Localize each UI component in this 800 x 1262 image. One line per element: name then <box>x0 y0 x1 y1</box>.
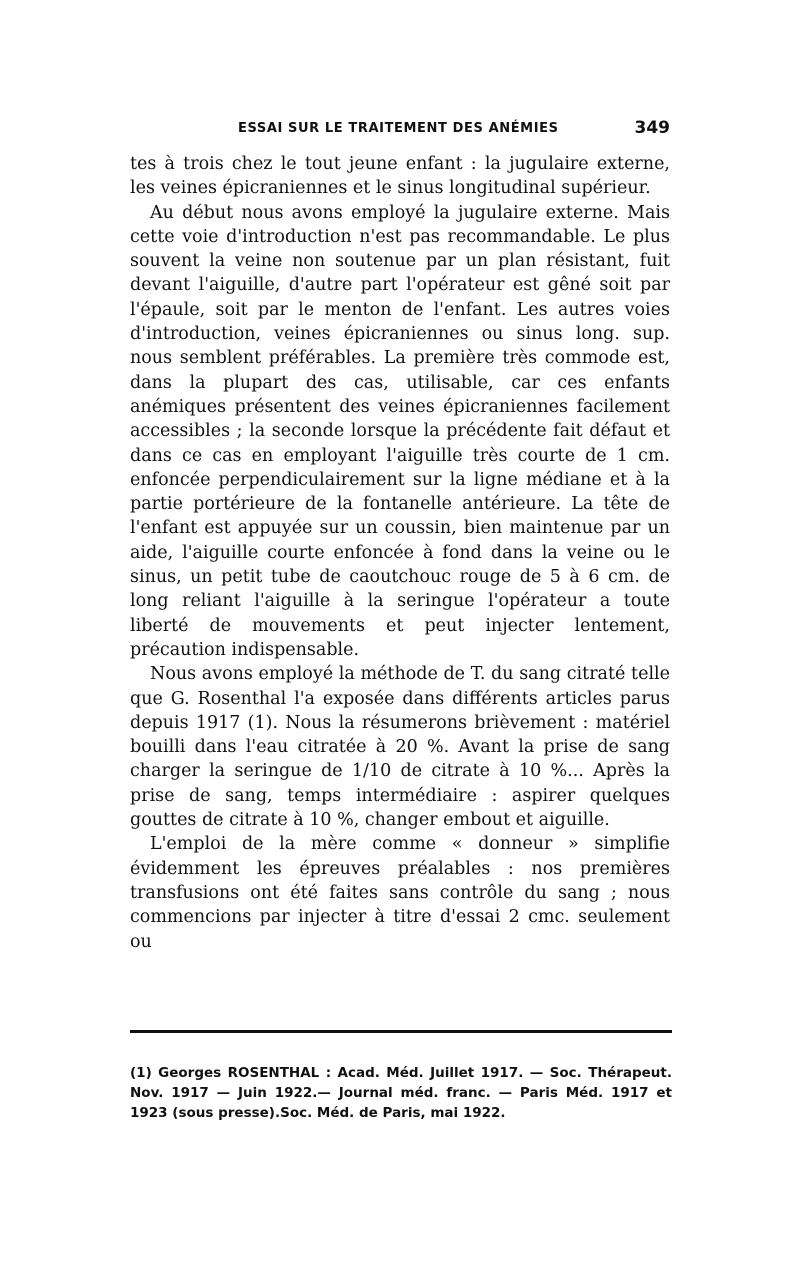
paragraph-injection-routes: Au début nous avons employé la jugulaire externe. Mais cette voie d'introduction n'est pas recommandable. Le plus souvent la veine non soutenue par un plan résistant, fuit devant l'aiguille, d'autre part l'opérateur est gêné soit par l'épaule, soit par le menton de l'enfant. Les autres voies d'introduction, veines épicraniennes ou sinus long. sup. nous semblent préférables. La première très commode est, dans la plupart des cas, utilisable, car ces enfants anémiques présentent des veines épicraniennes facilement accessibles ; la seconde lorsque la précédente fait défaut et dans ce cas en employant l'aiguille très courte de 1 cm. enfoncée perpendiculairement sur la ligne médiane et à la partie portérieure de la fontanelle antérieure. La tête de l'enfant est appuyée sur un coussin, bien maintenue par un aide, l'aiguille courte enfoncée à fond dans la veine ou le sinus, un petit tube de caoutchouc rouge de 5 à 6 cm. de long reliant l'aiguille à la seringue l'opérateur a toute liberté de mouvements et peut injecter lentement, précaution indispensable. <box>130 202 670 660</box>
paragraph-citrate-method: Nous avons employé la méthode de T. du sang citraté telle que G. Rosenthal l'a exposée dans différents articles parus depuis 1917 (1). Nous la résumerons brièvement : matériel bouilli dans l'eau citratée à 20 %. Avant la prise de sang charger la seringue de 1/10 de citrate à 10 %... Après la prise de sang, temps intermédiaire : aspirer quelques gouttes de citrate à 10 %, changer embout et aiguille. <box>130 664 670 831</box>
footnote-divider <box>130 1030 672 1033</box>
paragraph-mother-donor: L'emploi de la mère comme « donneur » simplifie évidemment les épreuves préalables : nos premières transfusions ont été faites sans contrôle du sang ; nous commencions par injecter à titre d'essai 2 cmc. seulement ou <box>130 834 670 952</box>
footnote: (1) Georges ROSENTHAL : Acad. Méd. Juillet 1917. — Soc. Thérapeut. Nov. 1917 — Juin 1922.— Journal méd. franc. — Paris Méd. 1917 et 1923 (sous presse).Soc. Méd. de Paris, mai 1922. <box>130 1064 672 1121</box>
page-number: 349 <box>634 118 670 138</box>
body-text <box>130 152 670 954</box>
running-title: ESSAI SUR LE TRAITEMENT DES ANÉMIES <box>238 121 559 136</box>
running-head <box>130 118 670 144</box>
paragraph-continuation: tes à trois chez le tout jeune enfant : la jugulaire externe, les veines épicraniennes et le sinus longitudinal supérieur. <box>130 154 670 199</box>
